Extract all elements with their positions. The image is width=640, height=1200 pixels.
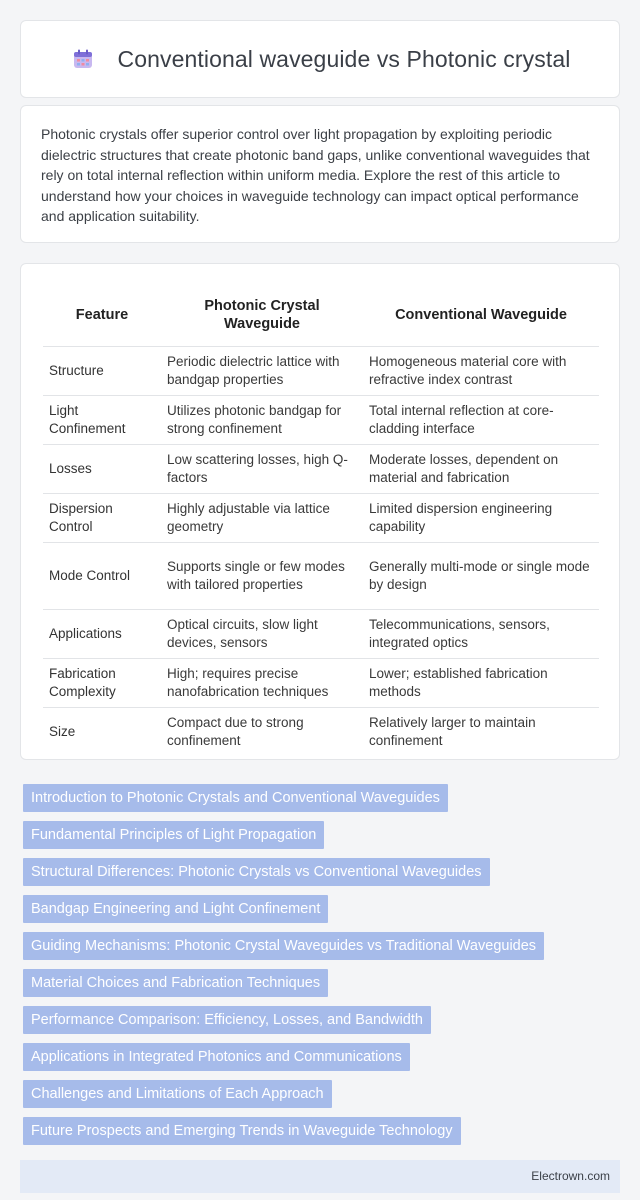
- table-cell-feature: Dispersion Control: [43, 493, 161, 542]
- toc-link[interactable]: Performance Comparison: Efficiency, Losses, and Bandwidth: [23, 1006, 431, 1034]
- table-row: [43, 444, 599, 493]
- table-cell: Total internal reflection at core-cladding interface: [363, 395, 599, 444]
- table-row: [43, 707, 599, 756]
- table-cell: High; requires precise nanofabrication techniques: [161, 658, 363, 707]
- table-of-contents: [23, 784, 623, 1154]
- comparison-table-card: [20, 263, 620, 760]
- footer: [20, 1160, 620, 1193]
- table-cell: Telecommunications, sensors, integrated optics: [363, 609, 599, 658]
- toc-link[interactable]: Introduction to Photonic Crystals and Conventional Waveguides: [23, 784, 448, 812]
- toc-link[interactable]: Guiding Mechanisms: Photonic Crystal Waveguides vs Traditional Waveguides: [23, 932, 544, 960]
- footer-site[interactable]: Electrown.com: [531, 1169, 610, 1183]
- table-header-photonic: Photonic Crystal Waveguide: [204, 298, 320, 332]
- table-header-conventional: Conventional Waveguide: [395, 307, 567, 323]
- table-cell-feature: Size: [43, 707, 161, 756]
- toc-link[interactable]: Bandgap Engineering and Light Confinement: [23, 895, 328, 923]
- toc-link[interactable]: Challenges and Limitations of Each Approach: [23, 1080, 332, 1108]
- table-cell: Generally multi-mode or single mode by design: [363, 542, 599, 609]
- toc-link[interactable]: Future Prospects and Emerging Trends in Waveguide Technology: [23, 1117, 461, 1145]
- comparison-table: [43, 284, 599, 756]
- table-cell-feature: Losses: [43, 444, 161, 493]
- table-cell: Low scattering losses, high Q-factors: [161, 444, 363, 493]
- toc-link[interactable]: Applications in Integrated Photonics and Communications: [23, 1043, 410, 1071]
- table-header-feature: Feature: [75, 307, 129, 323]
- table-cell: Moderate losses, dependent on material and fabrication: [363, 444, 599, 493]
- table-row: [43, 658, 599, 707]
- table-cell: Lower; established fabrication methods: [363, 658, 599, 707]
- table-cell: Periodic dielectric lattice with bandgap properties: [161, 346, 363, 395]
- table-cell-feature: Structure: [43, 346, 161, 395]
- table-row: [43, 493, 599, 542]
- header-card: [20, 20, 620, 98]
- table-cell: Relatively larger to maintain confinement: [363, 707, 599, 756]
- table-cell: Highly adjustable via lattice geometry: [161, 493, 363, 542]
- toc-link[interactable]: Structural Differences: Photonic Crystals vs Conventional Waveguides: [23, 858, 490, 886]
- toc-link[interactable]: Material Choices and Fabrication Techniques: [23, 969, 328, 997]
- intro-text: Photonic crystals offer superior control over light propagation by exploiting periodic dielectric structures that create photonic band gaps, unlike conventional waveguides that rely on total internal reflection within uniform media. Explore the rest of this article to understand how your choices in waveguide technology can impact optical performance and application suitability.: [41, 126, 590, 224]
- table-cell: Optical circuits, slow light devices, sensors: [161, 609, 363, 658]
- toc-link[interactable]: Fundamental Principles of Light Propagation: [23, 821, 324, 849]
- page-title: Conventional waveguide vs Photonic crystal: [117, 45, 571, 72]
- table-cell: Compact due to strong confinement: [161, 707, 363, 756]
- table-cell: Supports single or few modes with tailored properties: [161, 542, 363, 609]
- table-cell-feature: Mode Control: [43, 542, 161, 609]
- table-cell-feature: Applications: [43, 609, 161, 658]
- table-cell-feature: Fabrication Complexity: [43, 658, 161, 707]
- table-cell-feature: Light Confinement: [43, 395, 161, 444]
- table-row: [43, 346, 599, 395]
- calendar-icon: [70, 46, 96, 72]
- table-cell: Homogeneous material core with refractive index contrast: [363, 346, 599, 395]
- intro-card: [20, 105, 620, 243]
- table-cell: Limited dispersion engineering capability: [363, 493, 599, 542]
- table-cell: Utilizes photonic bandgap for strong confinement: [161, 395, 363, 444]
- table-row: [43, 395, 599, 444]
- table-row: [43, 542, 599, 609]
- table-row: [43, 609, 599, 658]
